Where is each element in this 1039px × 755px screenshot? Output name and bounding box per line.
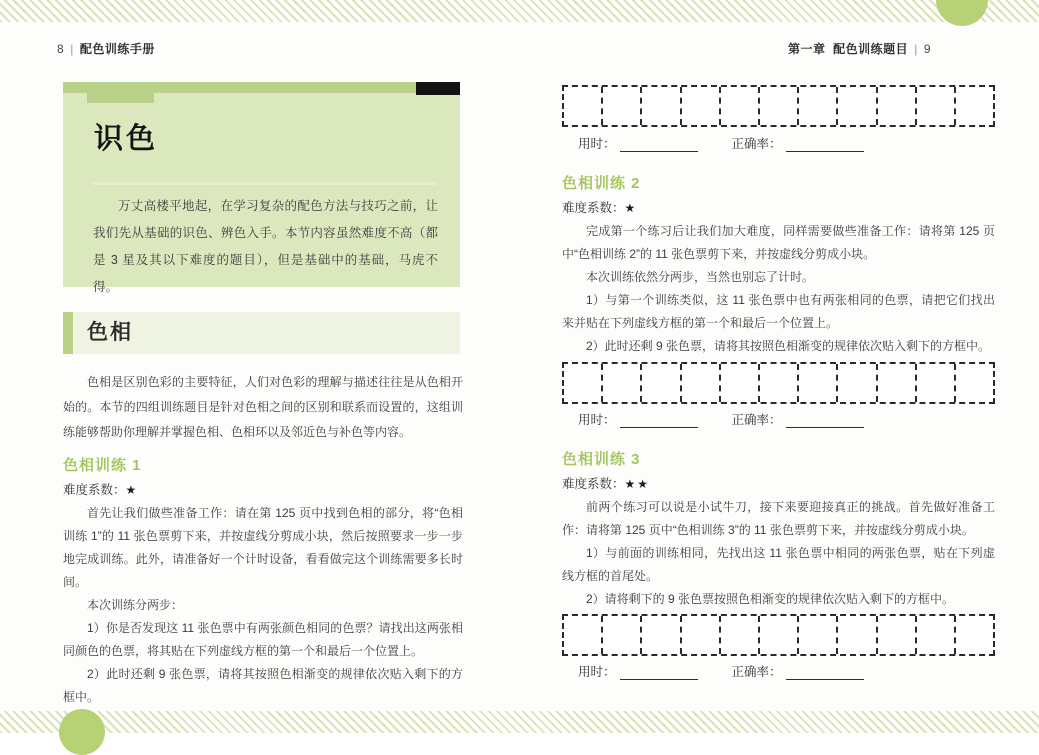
swatch-cell <box>838 87 877 125</box>
difficulty-stars: ★ <box>624 201 638 215</box>
accuracy-label: 正确率： <box>731 137 782 151</box>
exercise-1-title: 色相训练 1 <box>63 457 142 474</box>
bottom-left-circle-decoration <box>59 709 105 755</box>
top-right-circle-decoration <box>936 0 988 26</box>
hue-section-header <box>63 312 460 354</box>
intro-panel-tab <box>87 93 154 103</box>
exercise-2-block <box>562 172 995 358</box>
exercise-1-step-2: 2）此时还剩 9 张色票，请将其按照色相渐变的规律依次贴入剩下的方框中。 <box>63 667 463 704</box>
left-page-number: 8 <box>57 42 65 56</box>
exercise-2-paragraph: 完成第一个练习后让我们加大难度，同样需要做些准备工作：请将第 125 页中“色相训练 2”的 11 张色票剪下来，并按虚线分剪成小块。 <box>562 224 995 261</box>
exercise-1-difficulty <box>63 479 463 502</box>
swatch-cell <box>564 87 603 125</box>
swatch-cell <box>799 87 838 125</box>
swatch-cell <box>956 87 993 125</box>
swatch-cell <box>760 364 799 402</box>
exercise-3-body <box>562 496 995 611</box>
exercise-3-paragraph: 前两个练习可以说是小试牛刀，接下来要迎接真正的挑战。首先做好准备工作：请将第 125 页中“色相训练 3”的 11 张色票剪下来，并按虚线分剪成小块。 <box>562 500 995 537</box>
swatch-cell <box>603 87 642 125</box>
swatch-cell <box>682 364 721 402</box>
swatch-cell <box>878 616 917 654</box>
exercise-3-results <box>578 662 864 680</box>
hue-section-accent-bar <box>63 312 73 354</box>
swatch-cell <box>917 616 956 654</box>
accuracy-label: 正确率： <box>731 413 782 427</box>
exercise-3-step-1: 1）与前面的训练相同，先找出这 11 张色票中相同的两张色票，贴在下列虚线方框的首尾处。 <box>562 546 995 583</box>
swatch-cell <box>917 87 956 125</box>
exercise-3-block <box>562 448 995 611</box>
accuracy-fill-line <box>786 139 864 152</box>
exercise-2-step-1: 1）与第一个训练类似，这 11 张色票中也有两张相同的色票，请把它们找出来并贴在下列虚线方框的第一个和最后一个位置上。 <box>562 293 995 330</box>
swatch-cell <box>760 87 799 125</box>
accuracy-label: 正确率： <box>731 665 782 679</box>
exercise-1-paragraph: 首先让我们做些准备工作：请在第 125 页中找到色相的部分，将“色相训练 1”的 11 张色票剪下来，并按虚线分剪成小块，然后按照要求一步一步地完成训练。此外，请准备好一个计时设备，看看做完这个训练需要多长时间。 <box>63 506 463 589</box>
bottom-stripe-band <box>0 711 1039 733</box>
exercise-3-difficulty <box>562 473 995 496</box>
intro-paragraph: 万丈高楼平地起，在学习复杂的配色方法与技巧之前，让我们先从基础的识色、辨色入手。本节内容虽然难度不高（都是 3 星及其以下难度的题目），但是基础中的基础，马虎不得。 <box>93 199 438 294</box>
swatch-cell <box>721 364 760 402</box>
time-fill-line <box>620 139 698 152</box>
left-running-head <box>57 40 155 57</box>
exercise-2-step-2: 2）此时还剩 9 张色票，请将其按照色相渐变的规律依次贴入剩下的方框中。 <box>586 339 991 353</box>
exercise-3-swatch-row <box>562 614 995 656</box>
swatch-cell <box>682 87 721 125</box>
swatch-cell <box>642 87 681 125</box>
swatch-cell <box>799 616 838 654</box>
swatch-cell <box>799 364 838 402</box>
exercise-3-title: 色相训练 3 <box>562 451 641 468</box>
exercise-1-paragraph: 本次训练分两步： <box>87 598 184 612</box>
exercise-2-difficulty <box>562 197 995 220</box>
hue-section-title: 色相 <box>87 321 133 344</box>
exercise-1-step-1: 1）你是否发现这 11 张色票中有两张颜色相同的色票？请找出这两张相同颜色的色票，将其贴在下列虚线方框的第一个和最后一个位置上。 <box>63 621 463 658</box>
swatch-cell <box>642 616 681 654</box>
difficulty-stars: ★★ <box>624 477 651 491</box>
exercise-2-swatch-row <box>562 362 995 404</box>
exercise-2-results <box>578 410 864 428</box>
swatch-cell <box>682 616 721 654</box>
accuracy-fill-line <box>786 667 864 680</box>
intro-divider-line <box>93 182 436 185</box>
hue-section-paragraph: 色相是区别色彩的主要特征，人们对色彩的理解与描述往往是从色相开始的。本节的四组训练题目是针对色相之间的区别和联系而设置的，这组训练能够帮助你理解并掌握色相、色相环以及邻近色与补色等内容。 <box>63 375 463 439</box>
intro-panel-black-accent <box>416 82 460 95</box>
exercise-1-results <box>578 134 864 152</box>
chapter-intro-panel <box>63 82 460 294</box>
swatch-cell <box>917 364 956 402</box>
exercise-1-block <box>63 454 463 709</box>
section-big-title: 识色 <box>94 123 159 155</box>
difficulty-label: 难度系数： <box>562 477 625 491</box>
exercise-1-body <box>63 502 463 709</box>
swatch-cell <box>838 616 877 654</box>
difficulty-stars: ★ <box>125 483 139 497</box>
swatch-cell <box>603 364 642 402</box>
swatch-cell <box>721 87 760 125</box>
time-label: 用时： <box>578 137 616 151</box>
swatch-cell <box>642 364 681 402</box>
time-fill-line <box>620 667 698 680</box>
exercise-2-title: 色相训练 2 <box>562 175 641 192</box>
swatch-cell <box>878 87 917 125</box>
header-separator: | <box>914 42 918 56</box>
accuracy-fill-line <box>786 415 864 428</box>
swatch-cell <box>564 364 603 402</box>
time-label: 用时： <box>578 665 616 679</box>
exercise-2-body <box>562 220 995 358</box>
chapter-label: 第一章 <box>787 42 826 56</box>
swatch-cell <box>838 364 877 402</box>
time-fill-line <box>620 415 698 428</box>
swatch-cell <box>721 616 760 654</box>
top-stripe-band <box>0 0 1039 22</box>
intro-panel-top-strip <box>63 82 460 93</box>
swatch-cell <box>956 616 993 654</box>
exercise-1-swatch-row <box>562 85 995 127</box>
exercise-2-paragraph: 本次训练依然分两步，当然也别忘了计时。 <box>586 270 815 284</box>
swatch-cell <box>564 616 603 654</box>
header-separator: | <box>70 42 74 56</box>
right-running-head <box>788 40 931 57</box>
exercise-3-step-2: 2）请将剩下的 9 张色票按照色相渐变的规律依次贴入剩下的方框中。 <box>586 592 955 606</box>
swatch-cell <box>603 616 642 654</box>
book-title: 配色训练手册 <box>79 42 155 56</box>
swatch-cell <box>760 616 799 654</box>
swatch-cell <box>878 364 917 402</box>
chapter-title: 配色训练题目 <box>833 42 909 56</box>
difficulty-label: 难度系数： <box>562 201 625 215</box>
right-page-number: 9 <box>923 42 931 56</box>
difficulty-label: 难度系数： <box>63 483 126 497</box>
swatch-cell <box>956 364 993 402</box>
time-label: 用时： <box>578 413 616 427</box>
